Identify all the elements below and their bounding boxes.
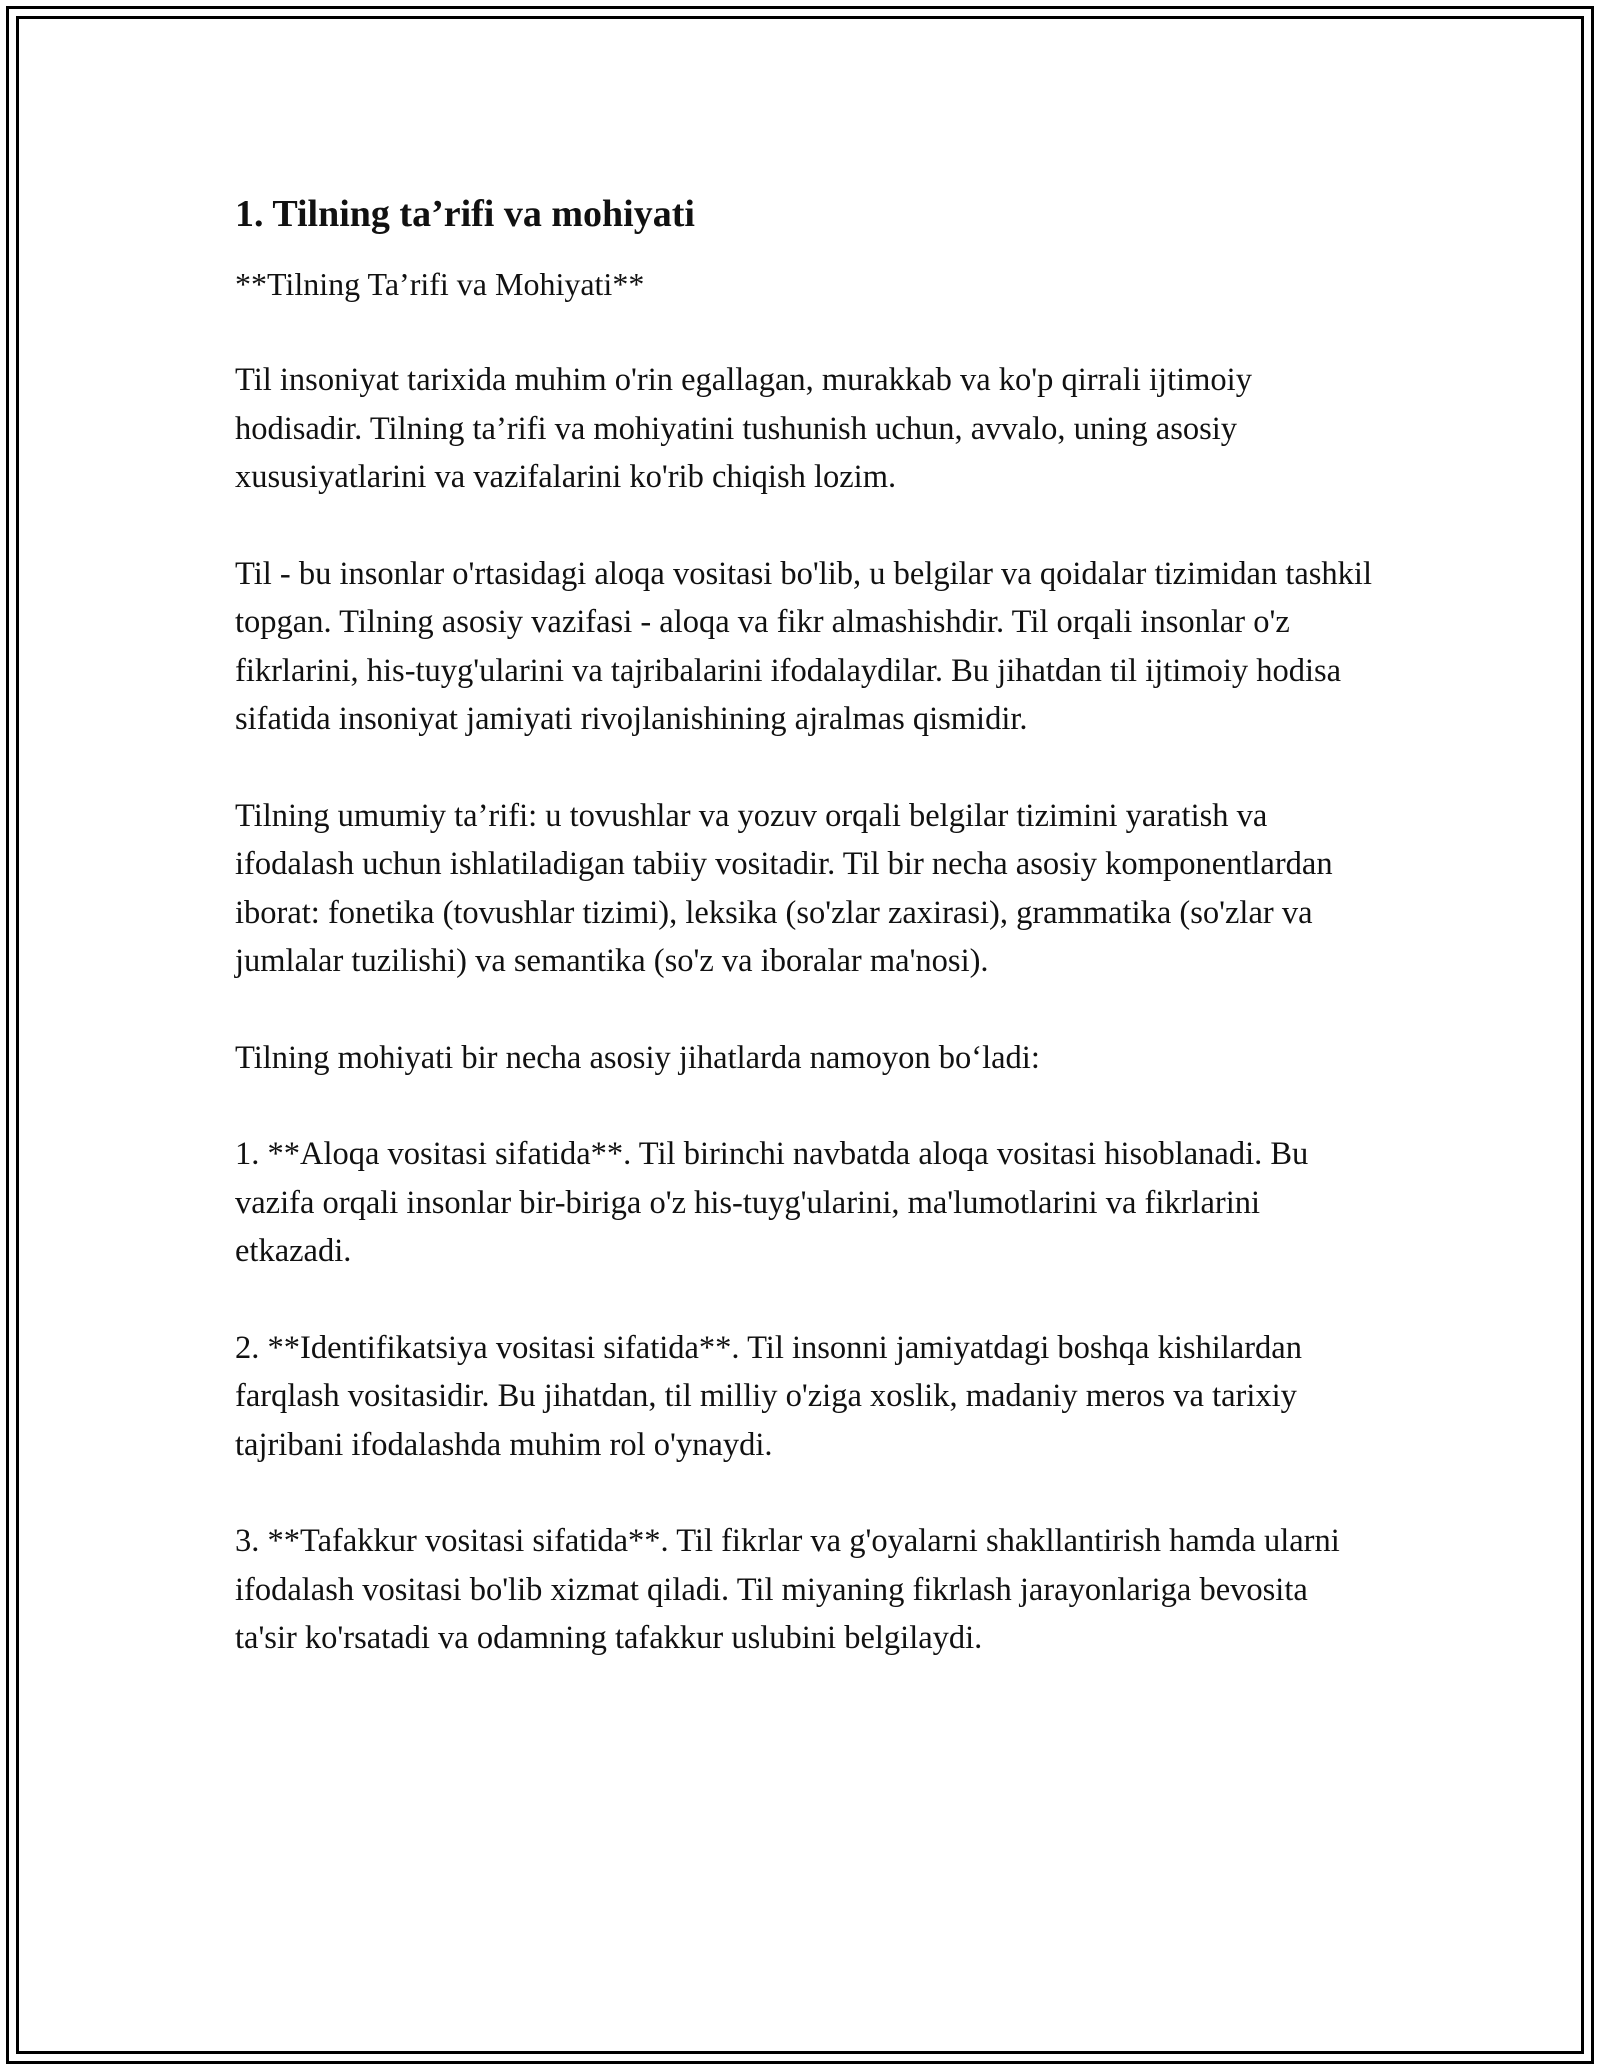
list-item-communication: 1. **Aloqa vositasi sifatida**. Til birinchi navbatda aloqa vositasi hisoblanadi. Bu vazifa orqali insonlar bir-biriga o'z his-tuyg'ularini, ma'lumotlarini va fikrlarini etkazadi. [235,1136,1309,1269]
paragraph-definition: Til - bu insonlar o'rtasidagi aloqa vositasi bo'lib, u belgilar va qoidalar tizimidan tashkil topgan. Tilning asosiy vazifasi - aloqa va fikr almashishdir. Til orqali insonlar o'z fikrlarini, his-tuyg'ularini va tajribalarini ifodalaydilar. Bu jihatdan til ijtimoiy hodisa sifatida insoniyat jamiyati rivojlanishining ajralmas qismidir. [235,555,1372,737]
list-item-thinking: 3. **Tafakkur vositasi sifatida**. Til fikrlar va g'oyalarni shakllantirish hamda ularni ifodalash vositasi bo'lib xizmat qiladi. Til miyaning fikrlash jarayonlariga bevosita ta'sir ko'rsatadi va odamning tafakkur uslubini belgilaydi. [235,1523,1340,1656]
paragraph-essence-lead: Tilning mohiyati bir necha asosiy jihatlarda namoyon bo‘ladi: [235,1039,1040,1076]
paragraph-intro: Til insoniyat tarixida muhim o'rin egallagan, murakkab va ko'p qirrali ijtimoiy hodisadir. Tilning ta’rifi va mohiyatini tushunish uchun, avvalo, uning asosiy xususiyatlarini va vazifalarini ko'rib chiqish lozim. [235,362,1252,495]
section-subheading: **Tilning Ta’rifi va Mohiyati** [235,266,645,302]
list-item-identification: 2. **Identifikatsiya vositasi sifatida**. Til insonni jamiyatdagi boshqa kishilardan farqlash vositasidir. Bu jihatdan, til milliy o'ziga xoslik, madaniy meros va tarixiy tajribani ifodalashda muhim rol o'ynaydi. [235,1329,1302,1463]
document-body [235,180,1375,1663]
section-heading: 1. Tilning ta’rifi va mohiyati [235,193,695,235]
paragraph-general-definition: Tilning umumiy ta’rifi: u tovushlar va yozuv orqali belgilar tizimini yaratish va ifodalash uchun ishlatiladigan tabiiy vositadir. Til bir necha asosiy komponentlardan iborat: fonetika (tovushlar tizimi), leksika (so'zlar zaxirasi), grammatika (so'zlar va jumlalar tuzilishi) va semantika (so'z va iboralar ma'nosi). [235,797,1333,979]
